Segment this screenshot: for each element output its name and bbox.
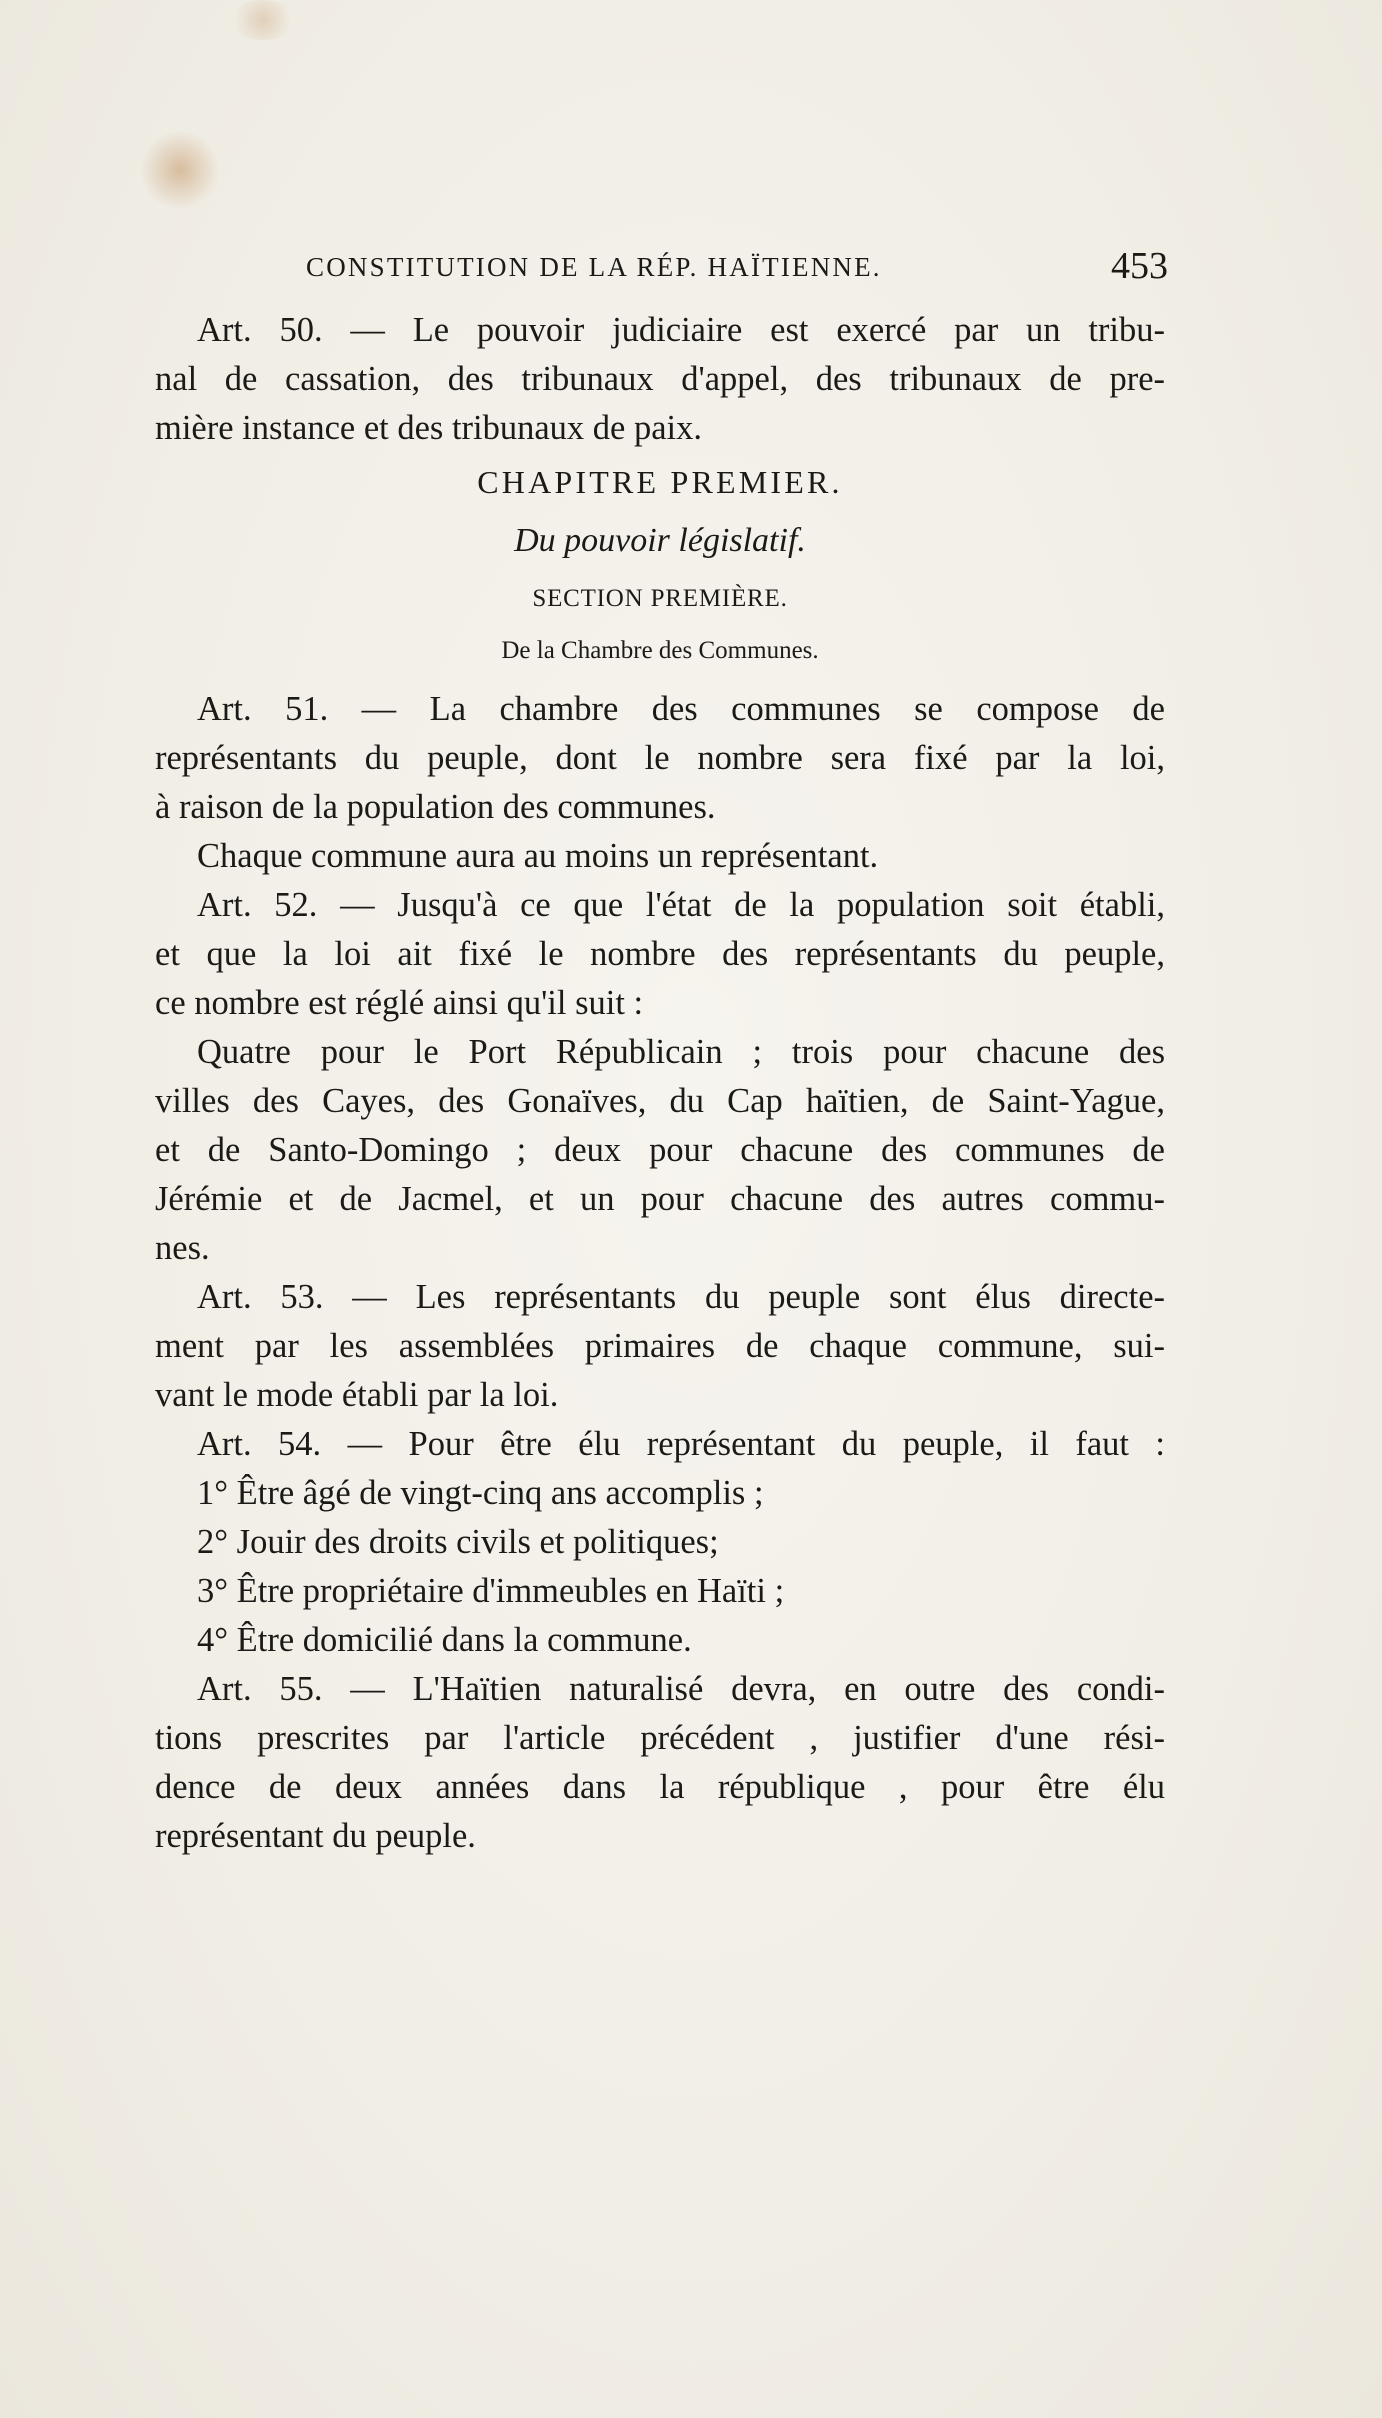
list-item: 2° Jouir des droits civils et politiques; xyxy=(197,1523,719,1561)
spacer xyxy=(155,675,1165,685)
paragraph-line: nal de cassation, des tribunaux d'appel, des tribunaux de pre- xyxy=(155,360,1165,398)
page-text xyxy=(155,306,1165,1861)
paragraph-line: et de Santo-Domingo ; deux pour chacune des communes de xyxy=(155,1131,1165,1169)
paragraph-line: ment par les assemblées primaires de chaque commune, sui- xyxy=(155,1327,1165,1365)
paragraph-line: villes des Cayes, des Gonaïves, du Cap haïtien, de Saint-Yague, xyxy=(155,1082,1165,1120)
paragraph-line: Art. 50. — Le pouvoir judiciaire est exercé par un tribu- xyxy=(197,311,1165,349)
chapter-title: CHAPITRE PREMIER. xyxy=(477,464,843,500)
paragraph-line: Art. 51. — La chambre des communes se compose de xyxy=(197,690,1165,728)
paragraph-line: Art. 55. — L'Haïtien naturalisé devra, en outre des condi- xyxy=(197,1670,1165,1708)
paragraph-line: mière instance et des tribunaux de paix. xyxy=(155,409,703,447)
paragraph-line: et que la loi ait fixé le nombre des représentants du peuple, xyxy=(155,935,1165,973)
list-item: 4° Être domicilié dans la commune. xyxy=(197,1621,692,1659)
section-title: SECTION PREMIÈRE. xyxy=(532,585,788,612)
paragraph-line: à raison de la population des communes. xyxy=(155,788,716,826)
paragraph-line: nes. xyxy=(155,1229,210,1267)
paragraph-line: tions prescrites par l'article précédent , justifier d'une rési- xyxy=(155,1719,1165,1757)
running-title: CONSTITUTION DE LA RÉP. HAÏTIENNE. xyxy=(306,252,882,282)
chapter-subtitle: Du pouvoir législatif. xyxy=(514,522,806,559)
paragraph-line: Art. 52. — Jusqu'à ce que l'état de la population soit établi, xyxy=(197,886,1165,924)
paragraph-line: vant le mode établi par la loi. xyxy=(155,1376,559,1414)
running-header xyxy=(306,246,1168,290)
page-number: 453 xyxy=(1111,245,1168,287)
subsection-title: De la Chambre des Communes. xyxy=(501,637,819,664)
paragraph-line: représentants du peuple, dont le nombre sera fixé par la loi, xyxy=(155,739,1165,777)
paragraph-line: dence de deux années dans la république , pour être élu xyxy=(155,1768,1165,1806)
paragraph-line: Chaque commune aura au moins un représentant. xyxy=(197,837,879,875)
list-item: 1° Être âgé de vingt-cinq ans accomplis ; xyxy=(197,1474,764,1512)
paragraph-line: Art. 54. — Pour être élu représentant du peuple, il faut : xyxy=(197,1425,1165,1463)
paper-stain xyxy=(140,130,220,210)
paragraph-line: ce nombre est réglé ainsi qu'il suit : xyxy=(155,984,644,1022)
paragraph-line: Art. 53. — Les représentants du peuple sont élus directe- xyxy=(197,1278,1165,1316)
list-item: 3° Être propriétaire d'immeubles en Haïti ; xyxy=(197,1572,785,1610)
paragraph-line: Jérémie et de Jacmel, et un pour chacune des autres commu- xyxy=(155,1180,1165,1218)
paragraph-line: Quatre pour le Port Républicain ; trois pour chacune des xyxy=(197,1033,1165,1071)
paper-stain xyxy=(228,0,298,40)
paragraph-line: représentant du peuple. xyxy=(155,1817,476,1855)
